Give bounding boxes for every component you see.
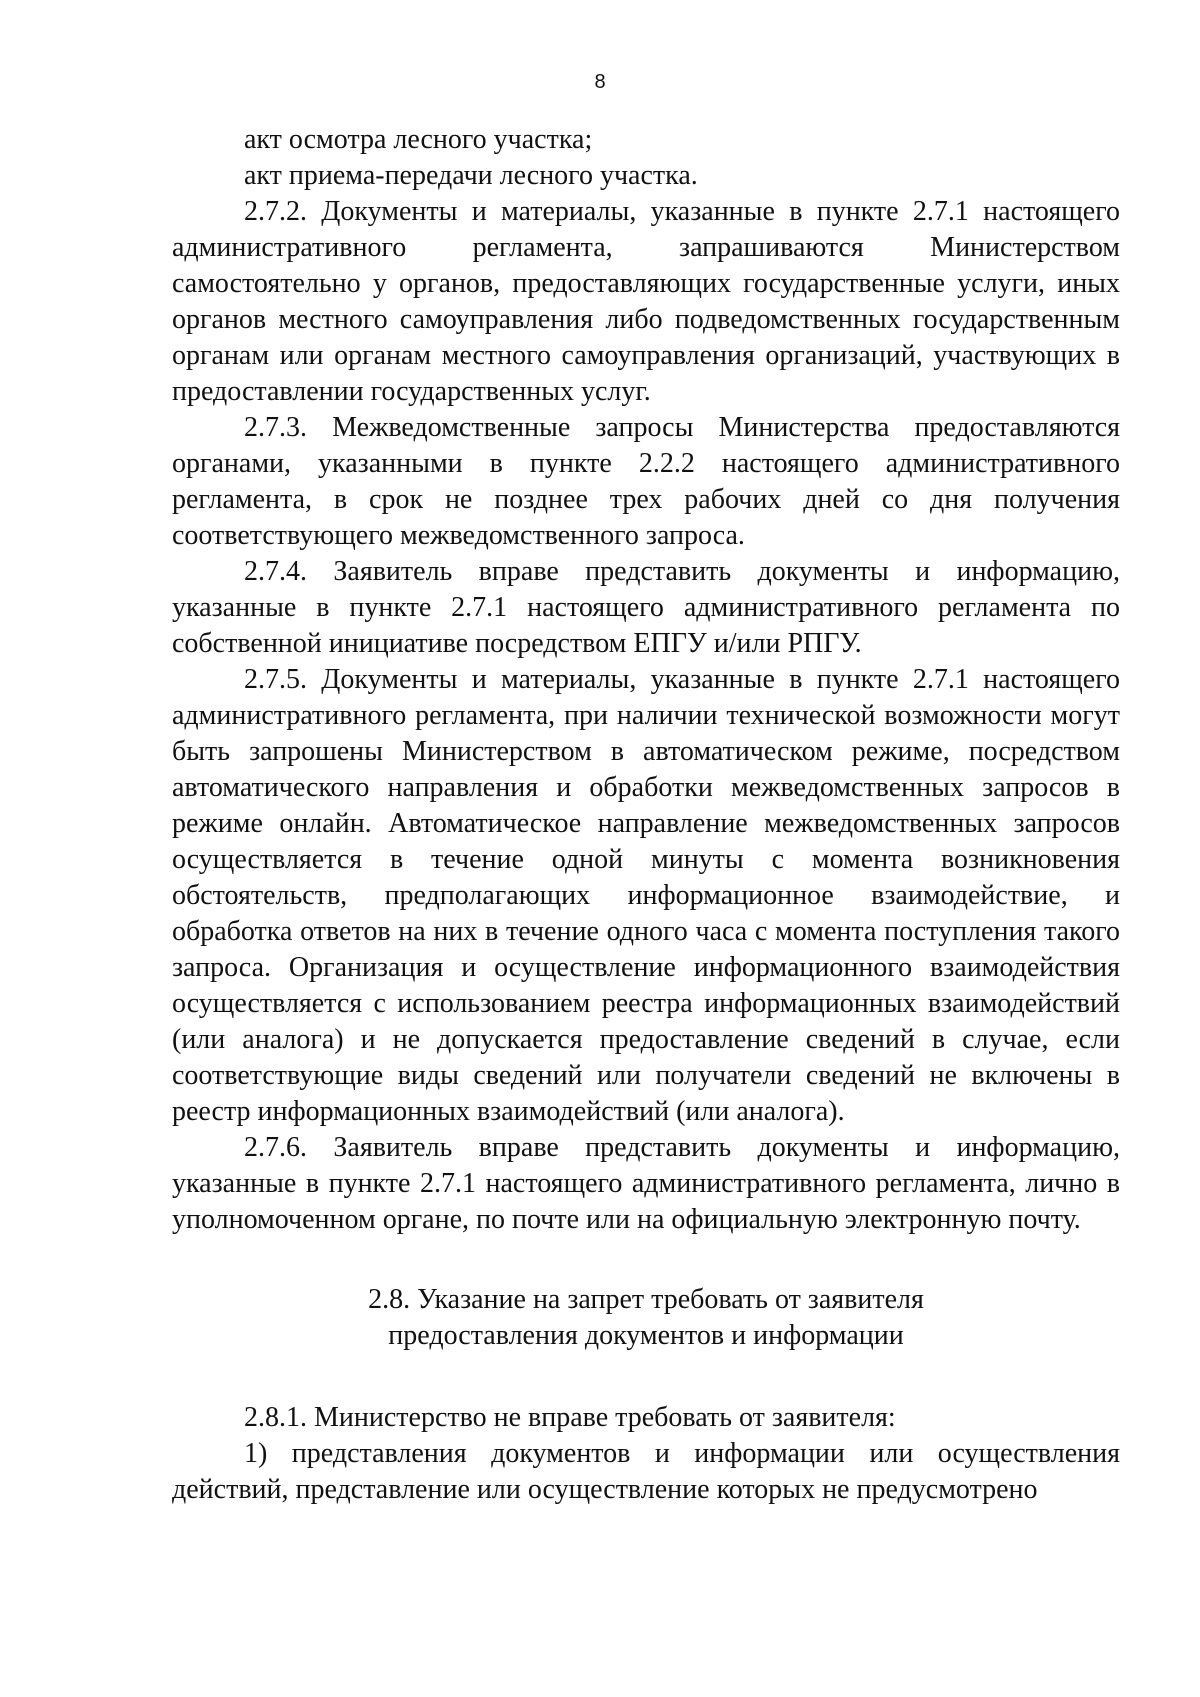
paragraph-act-transfer: акт приема-передачи лесного участка. [244, 160, 698, 191]
paragraph-act-inspection: акт осмотра лесного участка; [244, 124, 593, 155]
document-body [172, 122, 1120, 1508]
paragraph-2-8-1: 2.8.1. Министерство не вправе требовать от заявителя: [244, 1402, 896, 1433]
section-heading-line-1: 2.8. Указание на запрет требовать от заявителя [368, 1284, 924, 1315]
paragraph-2-7-4: 2.7.4. Заявитель вправе представить документы и информацию, указанные в пункте 2.7.1 настоящего административного регламента по собственной инициативе посредством ЕПГУ и/или РПГУ. [172, 556, 1120, 659]
paragraph-2-7-6: 2.7.6. Заявитель вправе представить документы и информацию, указанные в пункте 2.7.1 настоящего административного регламента, лично в уполномоченном органе, по почте или на официальную электронную почту. [172, 1132, 1120, 1235]
page-number: 8 [594, 71, 606, 93]
paragraph-item-1: 1) представления документов и информации или осуществления действий, представление или осуществление которых не предусмотрено [172, 1438, 1120, 1505]
paragraph-2-7-2: 2.7.2. Документы и материалы, указанные в пункте 2.7.1 настоящего административного регламента, запрашиваются Министерством самостоятельно у органов, предоставляющих государственные услуги, иных органов местного самоуправления либо подведомственных государственным органам или органам местного самоуправления организаций, участвующих в предоставлении государственных услуг. [172, 196, 1120, 407]
section-heading-line-2: предоставления документов и информации [388, 1320, 904, 1351]
section-heading-2-8 [172, 1282, 1120, 1354]
paragraph-2-7-5: 2.7.5. Документы и материалы, указанные в пункте 2.7.1 настоящего административного регламента, при наличии технической возможности могут быть запрошены Министерством в автоматическом режиме, посредством автоматического направления и обработки межведомственных запросов в режиме онлайн. Автоматическое направление межведомственных запросов осуществляется в течение одной минуты с момента возникновения обстоятельств, предполагающих информационное взаимодействие, и обработка ответов на них в течение одного часа с момента поступления такого запроса. Организация и осуществление информационного взаимодействия осуществляется с использованием реестра информационных взаимодействий (или аналога) и не допускается предоставление сведений в случае, если соответствующие виды сведений или получатели сведений не включены в реестр информационных взаимодействий (или аналога). [172, 664, 1120, 1127]
paragraph-2-7-3: 2.7.3. Межведомственные запросы Министерства предоставляются органами, указанными в пункте 2.2.2 настоящего административного регламента, в срок не позднее трех рабочих дней со дня получения соответствующего межведомственного запроса. [172, 412, 1120, 551]
